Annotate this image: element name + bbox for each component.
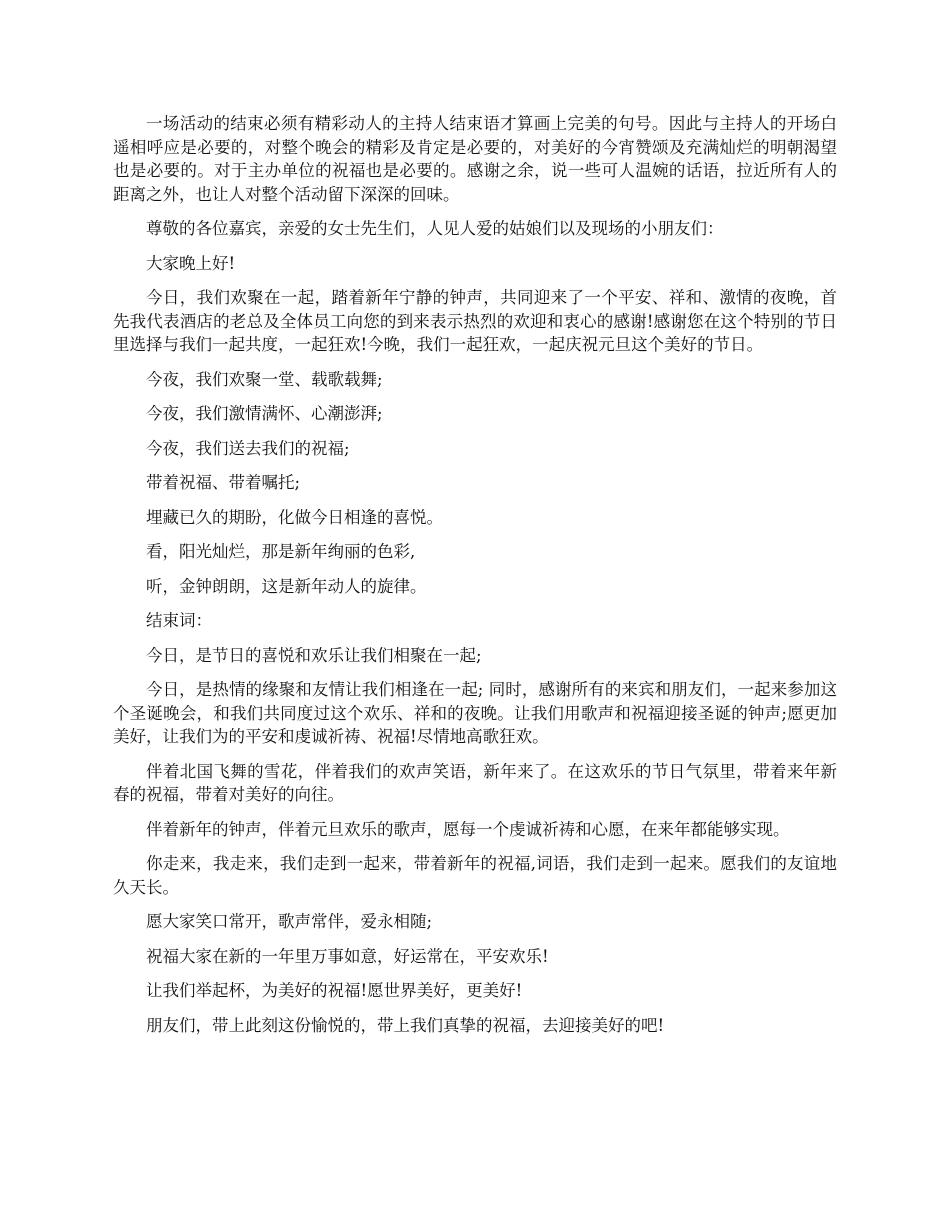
paragraph-closing-heading: 结束词： <box>146 611 212 630</box>
paragraph-hope: 埋藏已久的期盼，化做今日相逢的喜悦。 <box>146 507 443 527</box>
document-page <box>113 112 837 1048</box>
paragraph-good-evening: 大家晚上好! <box>146 253 236 273</box>
paragraph-welcome: 今日，我们欢聚在一起，踏着新年宁静的钟声，共同迎来了一个平安、祥和、激情的夜晚，首先我代表酒店的老总及全体员工向您的到来表示热烈的欢迎和衷心的感谢!感谢您在这个特别的节日里选择与我们一起共度，一起狂欢!今晚，我们一起狂欢，一起庆祝元旦这个美好的节日。 <box>113 288 837 354</box>
paragraph-tonight-1: 今夜，我们欢聚一堂、载歌载舞; <box>146 369 383 389</box>
paragraph-tonight-3: 今夜，我们送去我们的祝福; <box>146 438 350 458</box>
paragraph-toast: 让我们举起杯，为美好的祝福!愿世界美好，更美好! <box>146 981 523 1000</box>
paragraph-closing-1: 今日，是节日的喜悦和欢乐让我们相聚在一起; <box>146 645 482 665</box>
paragraph-together: 你走来，我走来，我们走到一起来，带着新年的祝福,词语，我们走到一起来。愿我们的友谊地久天长。 <box>113 854 837 897</box>
paragraph-tonight-2: 今夜，我们激情满怀、心潮澎湃; <box>146 404 383 423</box>
paragraph-friends: 朋友们，带上此刻这份愉悦的，带上我们真挚的祝福，去迎接美好的吧! <box>146 1015 665 1035</box>
paragraph-wishes: 祝福大家在新的一年里万事如意，好运常在，平安欢乐! <box>146 946 549 966</box>
paragraph-greeting-guests: 尊敬的各位嘉宾，亲爱的女士先生们，人见人爱的姑娘们以及现场的小朋友们： <box>146 219 724 238</box>
paragraph-smile: 愿大家笑口常开，歌声常伴，爱永相随; <box>146 912 433 931</box>
paragraph-intro: 一场活动的结束必须有精彩动人的主持人结束语才算画上完美的句号。因此与主持人的开场白遥相呼应是必要的，对整个晚会的精彩及肯定是必要的，对美好的今宵赞颂及充满灿烂的明朝渴望也是必要的。对于主办单位的祝福也是必要的。感谢之余，说一些可人温婉的话语，拉近所有人的距离之外，也让人对整个活动留下深深的回味。 <box>113 114 837 204</box>
paragraph-blessing: 带着祝福、带着嘱托; <box>146 473 301 492</box>
paragraph-bells: 伴着新年的钟声，伴着元旦欢乐的歌声，愿每一个虔诚祈祷和心愿，在来年都能够实现。 <box>146 819 790 839</box>
paragraph-closing-2: 今日，是热情的缘聚和友情让我们相逢在一起; 同时，感谢所有的来宾和朋友们，一起来参加这个圣诞晚会，和我们共同度过这个欢乐、祥和的夜晚。让我们用歌声和祝福迎接圣诞的钟声;愿更加美好，让我们为的平安和虔诚祈祷、祝福!尽情地高歌狂欢。 <box>113 680 837 746</box>
paragraph-snow: 伴着北国飞舞的雪花，伴着我们的欢声笑语，新年来了。在这欢乐的节日气氛里，带着来年新春的祝福，带着对美好的向往。 <box>113 761 837 804</box>
paragraph-look: 看，阳光灿烂，那是新年绚丽的色彩, <box>146 542 416 561</box>
paragraph-listen: 听，金钟朗朗，这是新年动人的旋律。 <box>146 576 427 596</box>
